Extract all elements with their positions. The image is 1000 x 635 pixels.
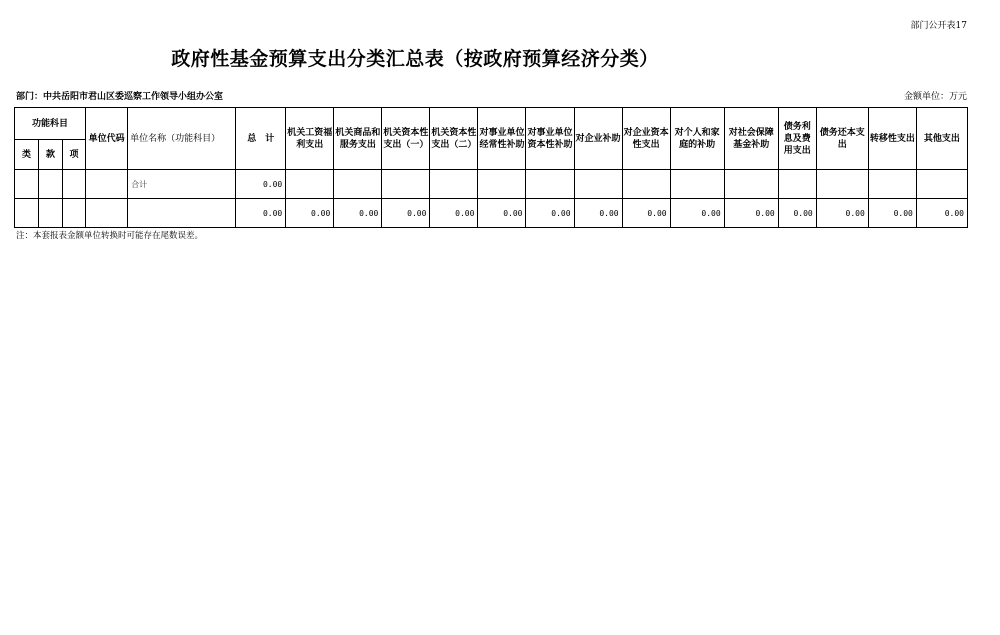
cell-unit-code <box>86 199 128 228</box>
header-category: 机关资本性支出（一） <box>382 108 430 170</box>
cell-kuan <box>39 199 63 228</box>
cell-value: 0.00 <box>382 199 430 228</box>
header-category: 对企业补助 <box>574 108 622 170</box>
cell-lei <box>15 199 39 228</box>
cell-value <box>816 170 868 199</box>
header-total: 总 计 <box>236 108 286 170</box>
header-category: 对个人和家庭的补助 <box>670 108 724 170</box>
header-category: 对事业单位资本性补助 <box>526 108 574 170</box>
cell-unit-code <box>86 170 128 199</box>
cell-value: 0.00 <box>574 199 622 228</box>
cell-xiang <box>63 199 86 228</box>
cell-value: 0.00 <box>916 199 967 228</box>
header-category: 债务还本支出 <box>816 108 868 170</box>
header-unit-name: 单位名称（功能科目） <box>128 108 236 170</box>
header-category: 转移性支出 <box>868 108 916 170</box>
header-category: 其他支出 <box>916 108 967 170</box>
department-label: 部门：中共岳阳市君山区委巡察工作领导小组办公室 <box>16 92 224 102</box>
header-category: 债务利息及费用支出 <box>778 108 816 170</box>
cell-value <box>286 170 334 199</box>
cell-value: 0.00 <box>286 199 334 228</box>
cell-value <box>724 170 778 199</box>
cell-value: 0.00 <box>526 199 574 228</box>
header-category: 对事业单位经常性补助 <box>478 108 526 170</box>
cell-value <box>916 170 967 199</box>
header-func-group: 功能科目 <box>15 108 86 140</box>
header-category: 机关商品和服务支出 <box>334 108 382 170</box>
cell-value: 0.00 <box>334 199 382 228</box>
cell-xiang <box>63 170 86 199</box>
cell-kuan <box>39 170 63 199</box>
cell-value: 0.00 <box>670 199 724 228</box>
cell-value: 0.00 <box>430 199 478 228</box>
cell-value <box>670 170 724 199</box>
cell-value <box>868 170 916 199</box>
header-category: 对企业资本性支出 <box>622 108 670 170</box>
page-title: 政府性基金预算支出分类汇总表（按政府预算经济分类） <box>171 48 659 70</box>
cell-unit-name: 合计 <box>128 170 236 199</box>
header-lei: 类 <box>15 140 39 170</box>
cell-value: 0.00 <box>868 199 916 228</box>
header-category: 机关工资福利支出 <box>286 108 334 170</box>
cell-lei <box>15 170 39 199</box>
cell-value: 0.00 <box>724 199 778 228</box>
amount-unit-label: 金额单位：万元 <box>903 92 967 102</box>
footnote: 注：本套报表金额单位转换时可能存在尾数误差。 <box>16 231 204 241</box>
cell-value <box>382 170 430 199</box>
cell-value <box>478 170 526 199</box>
cell-value <box>778 170 816 199</box>
header-category: 对社会保障基金补助 <box>724 108 778 170</box>
cell-total: 0.00 <box>236 199 286 228</box>
header-kuan: 款 <box>39 140 63 170</box>
header-xiang: 项 <box>63 140 86 170</box>
cell-value: 0.00 <box>778 199 816 228</box>
expenditure-table <box>14 107 968 228</box>
cell-unit-name <box>128 199 236 228</box>
table-row-total <box>15 170 968 199</box>
cell-value <box>622 170 670 199</box>
table-row <box>15 199 968 228</box>
cell-value: 0.00 <box>622 199 670 228</box>
cell-value <box>430 170 478 199</box>
cell-value: 0.00 <box>478 199 526 228</box>
page-label: 部门公开表17 <box>910 21 967 31</box>
cell-total: 0.00 <box>236 170 286 199</box>
header-category: 机关资本性支出（二） <box>430 108 478 170</box>
cell-value <box>334 170 382 199</box>
cell-value: 0.00 <box>816 199 868 228</box>
cell-value <box>574 170 622 199</box>
cell-value <box>526 170 574 199</box>
header-unit-code: 单位代码 <box>86 108 128 170</box>
